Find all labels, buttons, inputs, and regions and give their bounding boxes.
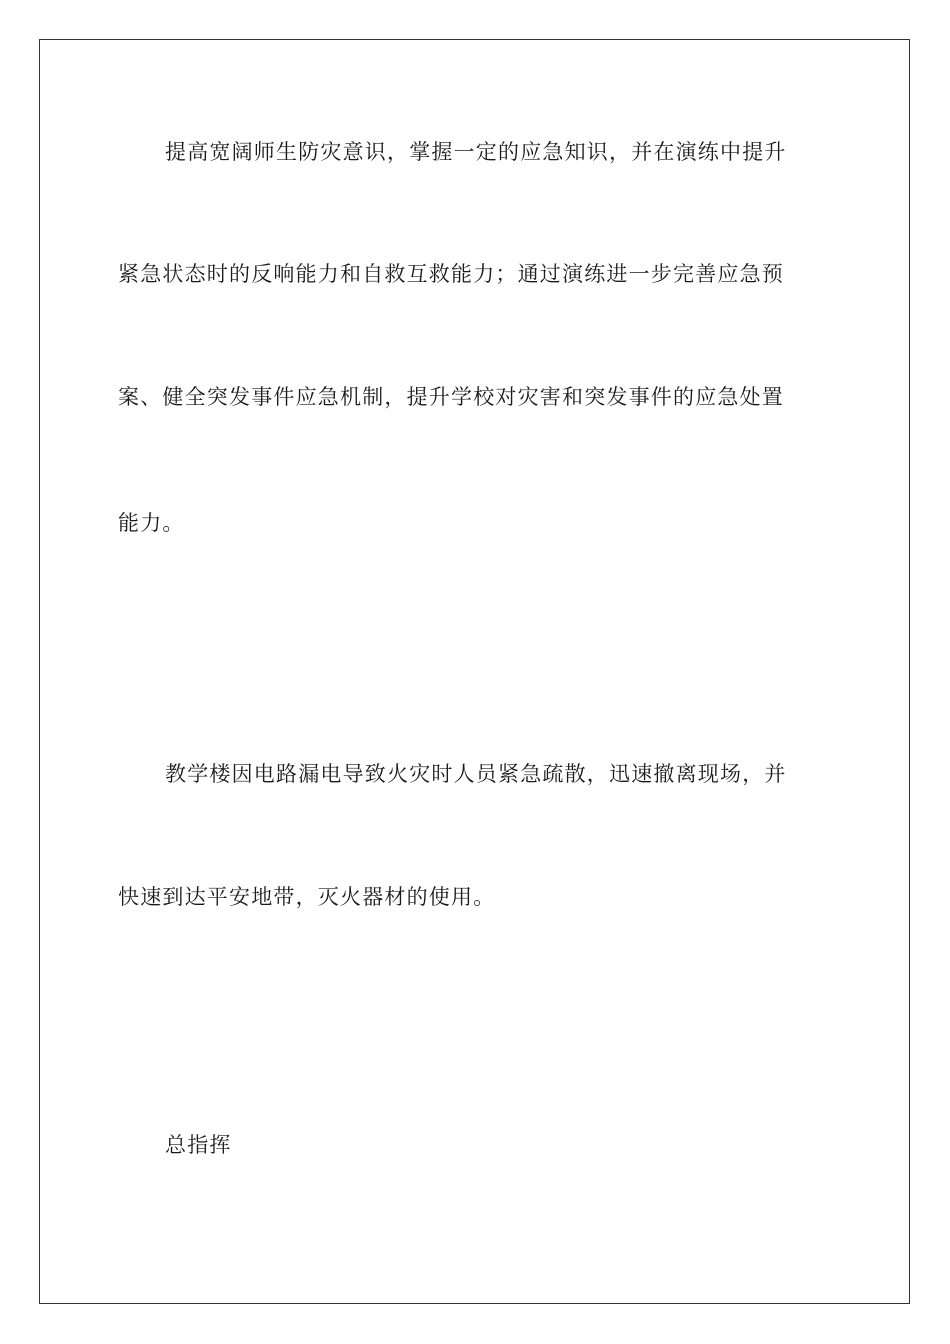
paragraph-3-line-1: 总指挥 bbox=[165, 1133, 232, 1157]
paragraph-2-line-2: 快速到达平安地带，灭火器材的使用。 bbox=[118, 885, 496, 909]
paragraph-1-line-4: 能力。 bbox=[118, 511, 185, 535]
paragraph-1-line-2: 紧急状态时的反响能力和自救互救能力；通过演练进一步完善应急预 bbox=[118, 262, 784, 286]
paragraph-1-line-1: 提高宽阔师生防灾意识，掌握一定的应急知识，并在演练中提升 bbox=[165, 140, 787, 164]
page-border bbox=[39, 39, 910, 1304]
paragraph-1-line-3: 案、健全突发事件应急机制，提升学校对灾害和突发事件的应急处置 bbox=[118, 385, 784, 409]
paragraph-2-line-1: 教学楼因电路漏电导致火灾时人员紧急疏散，迅速撤离现场，并 bbox=[165, 762, 787, 786]
